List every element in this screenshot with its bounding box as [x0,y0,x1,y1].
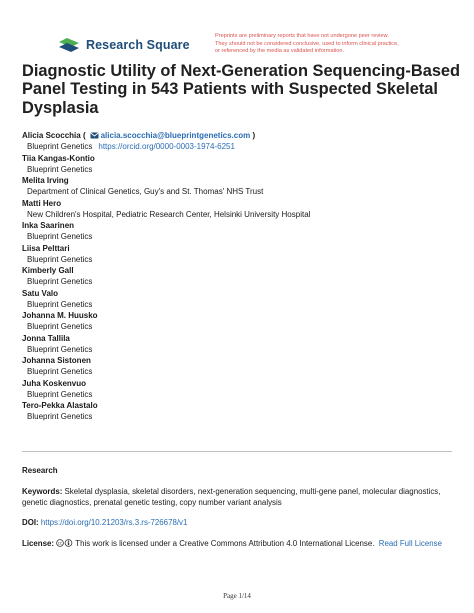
author-name: Liisa Pelttari [22,243,70,253]
author-name: Jonna Tallila [22,333,70,343]
author-name: Tiia Kangas-Kontio [22,153,95,163]
read-full-license-link[interactable]: Read Full License [378,539,442,548]
email-open-paren: ( [82,131,86,140]
email-close-paren: ) [252,131,256,140]
research-square-logo-icon [58,37,80,53]
author-affiliation: New Children's Hospital, Pediatric Research Center, Helsinki University Hospital [27,209,311,219]
author-affiliation: Blueprint Genetics [27,164,93,174]
author-name: Johanna M. Huusko [22,311,98,320]
author-affiliation: Blueprint Genetics [27,412,93,421]
logo-text: Research Square [86,38,190,52]
license-text: This work is licensed under a Creative Commons Attribution 4.0 International License. [75,539,375,548]
keywords-block [22,486,452,508]
author-name-text: Alicia Scocchia [22,131,81,140]
paper-title: Diagnostic Utility of Next-Generation Sequencing-Based Panel Testing in 543 Patients with Suspected Skeletal Dysplasia [22,62,461,117]
author-name: Melita Irving [22,176,69,185]
author-affiliation: Blueprint Genetics [27,277,93,286]
author-name: Tero-Pekka Alastalo [22,401,98,410]
doi-link[interactable]: https://doi.org/10.21203/rs.3.rs-726678/v1 [40,518,188,527]
keywords-text: Skeletal dysplasia, skeletal disorders, next-generation sequencing, multi-gene panel, molecular diagnostics, genetic diagnostics, prenatal genetic testing, copy number variant analysis [22,487,441,507]
article-type-text: Research [22,466,58,475]
author-name: Kimberly Gall [22,266,74,275]
research-square-logo[interactable] [58,37,190,53]
author-affiliation: Blueprint Genetics [27,344,93,354]
author-affiliation: Blueprint Genetics [27,299,93,309]
author-affiliation [22,141,462,153]
affiliation-text: Blueprint Genetics [27,142,93,151]
license-label: License: [22,539,55,548]
doi-block [22,517,452,528]
notice-line: or referenced by the media as validated information. [215,48,345,55]
license-block [22,538,452,549]
svg-text:cc: cc [58,540,63,546]
mail-icon [90,132,99,139]
section-divider [22,451,452,452]
author-name [22,130,462,141]
orcid-link[interactable]: https://orcid.org/0000-0003-1974-6251 [98,142,235,151]
author-name: Satu Valo [22,288,59,298]
article-type [22,465,452,476]
author-affiliation: Department of Clinical Genetics, Guy's and St. Thomas' NHS Trust [27,187,264,196]
keywords-label: Keywords: [22,487,63,496]
author-name: Juha Koskenvuo [22,378,87,388]
author-affiliation: Blueprint Genetics [27,232,93,241]
author-name: Johanna Sistonen [22,356,91,365]
author-list [22,130,462,423]
author-affiliation: Blueprint Genetics [27,254,93,264]
page-number: Page 1/14 [223,592,251,600]
doi-label: DOI: [22,518,39,527]
notice-line: They should not be considered conclusive, used to inform clinical practice, [215,40,399,47]
preprint-notice [215,33,465,56]
author-affiliation: Blueprint Genetics [27,389,93,399]
author-name: Inka Saarinen [22,221,75,230]
author-name: Matti Hero [22,198,62,208]
author-affiliation: Blueprint Genetics [27,322,93,331]
author-email-link[interactable]: alicia.scocchia@blueprintgenetics.com [100,131,251,140]
notice-line: Preprints are preliminary reports that have not undergone peer review. [215,33,389,39]
author-affiliation: Blueprint Genetics [27,367,93,376]
creative-commons-icon [56,539,73,547]
